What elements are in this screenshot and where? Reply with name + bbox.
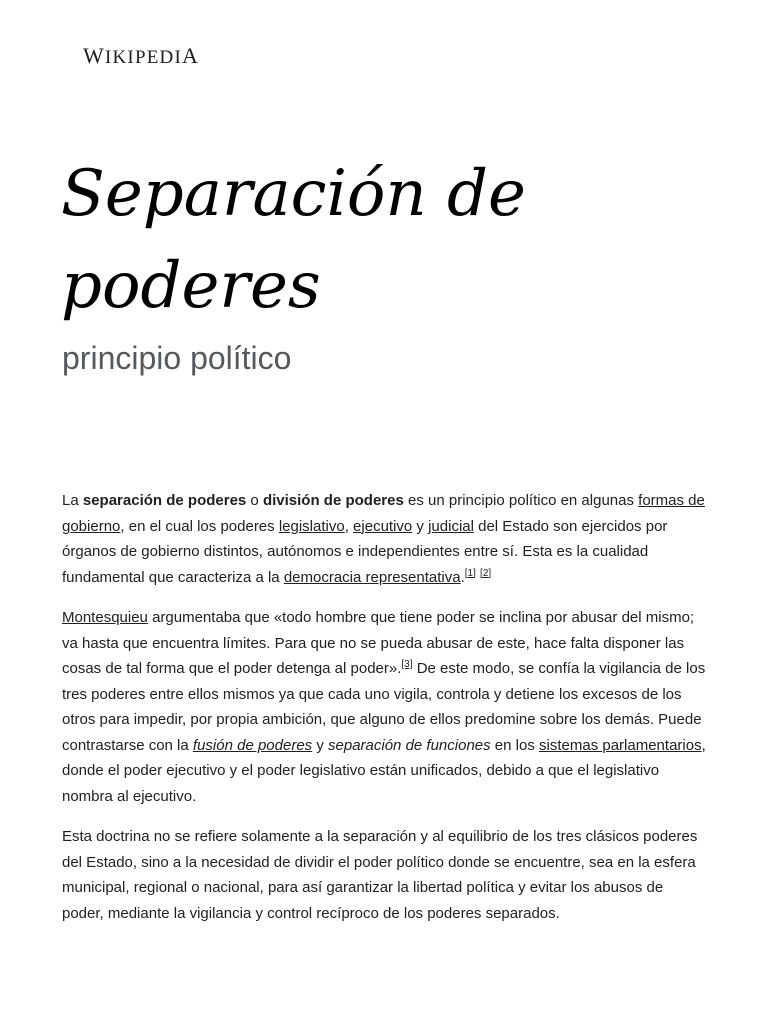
link-democracia-representativa[interactable]: democracia representativa [283,568,461,586]
page-title-line-1: Separación de [61,157,526,231]
article-content [62,488,708,941]
bold-term-separacion: separación de poderes [82,492,247,509]
wikipedia-logo[interactable] [83,44,199,70]
logo-letter-w: W [83,43,105,68]
bold-term-division: división de poderes [262,492,404,509]
reference-link-3[interactable]: [3] [401,659,413,670]
text: en los [490,736,540,754]
link-montesquieu[interactable]: Montesquieu [62,609,148,626]
text: De este modo, se confía la vigilancia de los tres poderes entre ellos mismos ya que cada uno vigila, controla y detiene los excesos de los otros para impedir, por propia ambición, que alguno de ellos predomine sobre los demás. Puede contrastarse con la [62,660,706,754]
text: , donde el poder ejecutivo y el poder legislativo están unificados, debido a que el legislativo nombra al ejecutivo. [62,736,706,805]
reference-3[interactable] [401,659,412,670]
paragraph-1 [62,488,708,590]
link-ejecutivo[interactable]: ejecutivo [353,517,413,535]
text: o [246,492,263,509]
text: y [312,736,329,754]
link-fusion-de-poderes[interactable]: fusión de poderes [192,736,313,754]
reference-2[interactable] [480,568,491,579]
text: La [62,492,83,509]
reference-link-2[interactable]: [2] [480,567,492,579]
logo-letter-a: A [181,43,200,68]
paragraph-2 [62,605,708,809]
paragraph-3 [62,824,708,926]
link-sistemas-parlamentarios[interactable]: sistemas parlamentarios [539,736,702,754]
text: . [460,568,465,586]
page-title-line-2: poderes [61,249,321,323]
reference-link-1[interactable]: [1] [464,567,476,579]
text: del Estado son ejercidos por órganos de gobierno distintos, autónomos e independientes entre sí. Esta es la cualidad fundamental que caracteriza a la [62,517,668,586]
text: es un principio político en algunas [403,492,639,509]
italic-separacion-de-funciones: separación de funciones [328,736,491,754]
link-legislativo[interactable]: legislativo [278,517,345,535]
page-title [61,148,721,332]
link-formas-de-gobierno[interactable]: formas de gobierno [62,492,705,535]
logo-letters-ikipedi: IKIPEDI [104,47,182,68]
reference-1[interactable] [465,568,476,579]
text: y [412,517,429,535]
text: argumentaba que «todo hombre que tiene poder se inclina por abusar del mismo; va hasta que encuentra límites. Para que no se pueda abusar de este, hace falta disponer las cosas de tal forma que el poder detenga al poder». [62,609,695,677]
text: , [344,517,354,535]
text: Esta doctrina no se refiere solamente a la separación y al equilibrio de los tres clásicos poderes del Estado, sino a la necesidad de dividir el poder político donde se encuentre, sea en la esfera municipal, regional o nacional, para así garantizar la libertad política y evitar los abusos de poder, mediante la vigilancia y control recíproco de los poderes separados. [62,828,698,922]
text: , en el cual los poderes [120,517,279,535]
page-subtitle: principio político [62,340,292,376]
link-judicial[interactable]: judicial [428,517,474,535]
